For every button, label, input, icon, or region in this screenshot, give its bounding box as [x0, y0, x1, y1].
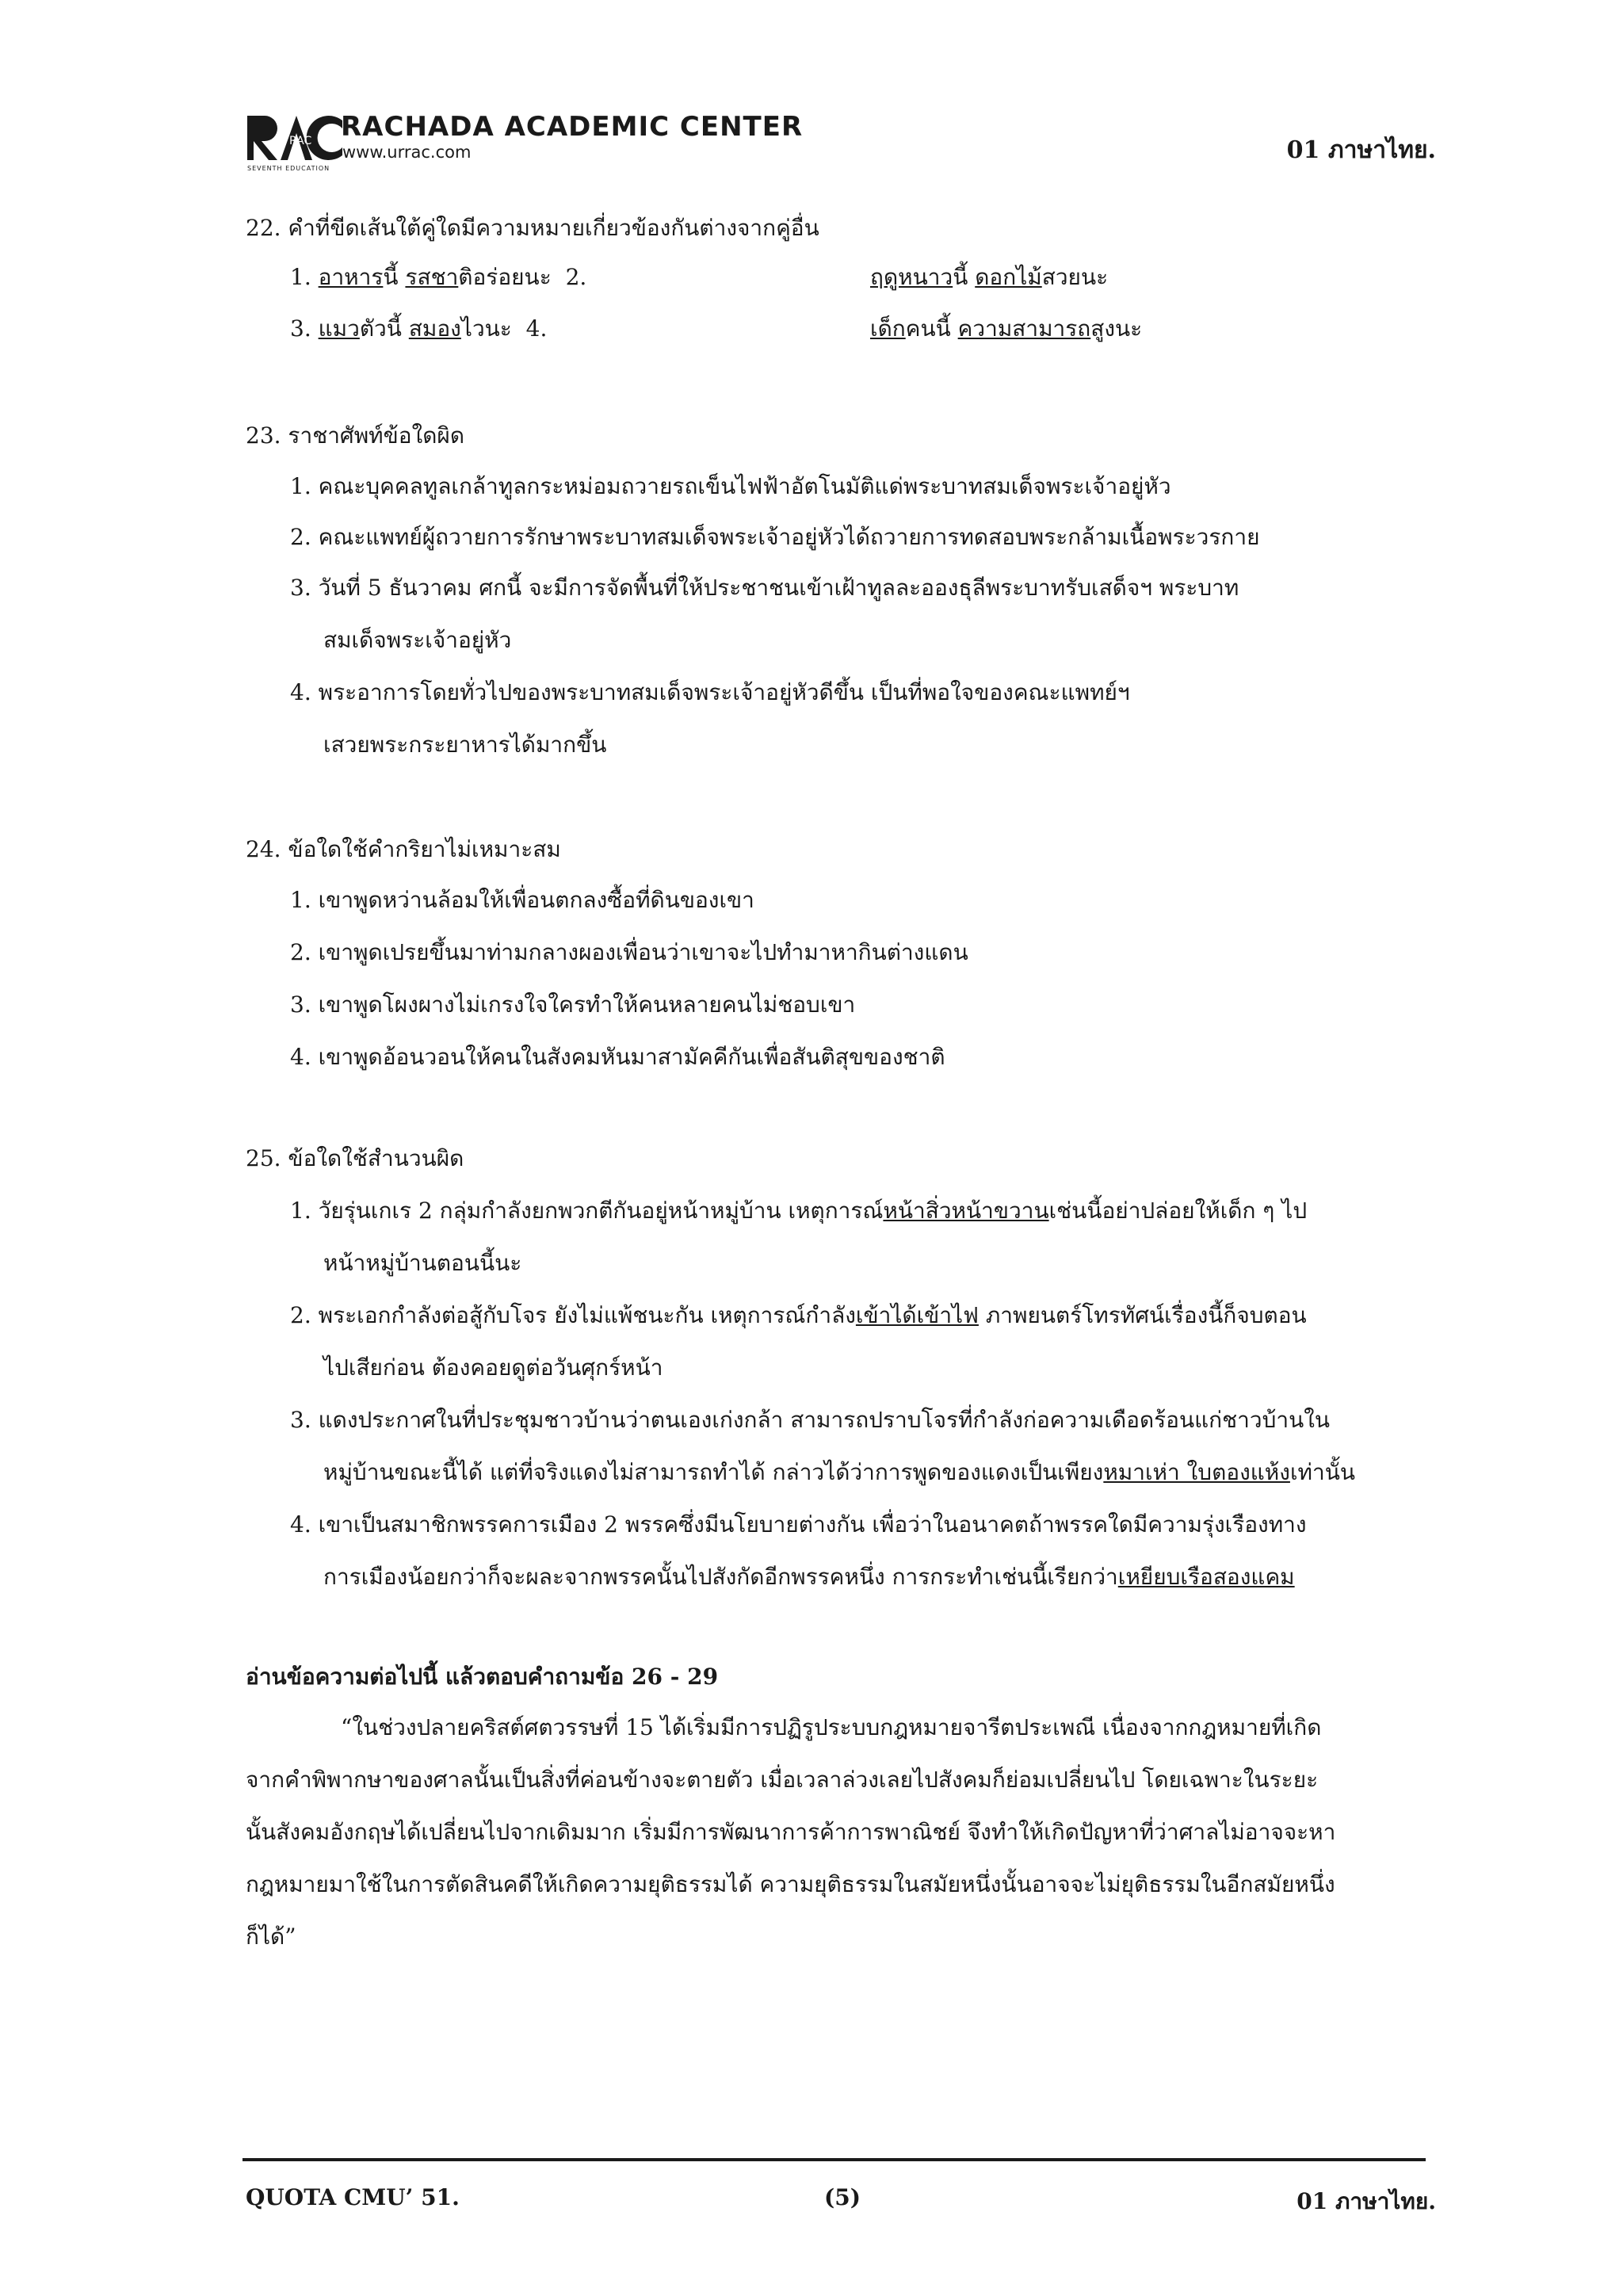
- option-1: 1. เขาพูดหว่านล้อมให้เพื่อนตกลงซื้อที่ดินของเขา: [290, 887, 754, 913]
- center-name: RACHADA ACADEMIC CENTER: [341, 111, 804, 143]
- header-subject: 01 ภาษาไทย.: [1286, 136, 1436, 164]
- option-2: 2. พระเอกกำลังต่อสู้กับโจร ยังไม่แพ้ชนะกัน เหตุการณ์กำลังเข้าได้เข้าไฟ ภาพยนตร์โทรทัศน์เรื่องนี้ก็จบตอน: [290, 1302, 1307, 1328]
- option-4: 4. เขาพูดอ้อนวอนให้คนในสังคมหันมาสามัคคีกันเพื่อสันติสุขของชาติ: [290, 1044, 945, 1070]
- footer-subject: 01 ภาษาไทย.: [1296, 2188, 1436, 2214]
- center-url: www.urrac.com: [342, 143, 472, 162]
- option-3-cont: หมู่บ้านขณะนี้ได้ แต่ที่จริงแดงไม่สามารถทำได้ กล่าวได้ว่าการพูดของแดงเป็นเพียงหมาเห่า ใบตองแห้งเท่านั้น: [323, 1459, 1355, 1485]
- passage-line: “ในช่วงปลายคริสต์ศตวรรษที่ 15 ได้เริ่มมีการปฏิรูประบบกฎหมายจารีตประเพณี เนื่องจากกฎหมายที่เกิด: [341, 1714, 1322, 1740]
- svg-text:RAC: RAC: [289, 135, 312, 147]
- passage-line: จากคำพิพากษาของศาลนั้นเป็นสิ่งที่ค่อนข้างจะตายตัว เมื่อเวลาล่วงเลยไปสังคมก็ย่อมเปลี่ยนไป โดยเฉพาะในระยะ: [246, 1767, 1319, 1793]
- passage-line: นั้นสังคมอังกฤษได้เปลี่ยนไปจากเดิมมาก เริ่มมีการพัฒนาการค้าการพาณิชย์ จึงทำให้เกิดปัญหาที่ว่าศาลไม่อาจจะหา: [246, 1819, 1336, 1845]
- rac-logo-icon: [246, 113, 347, 163]
- page-number: (5): [824, 2184, 861, 2210]
- option-2: 2. คณะแพทย์ผู้ถวายการรักษาพระบาทสมเด็จพระเจ้าอยู่หัวได้ถวายการทดสอบพระกล้ามเนื้อพระวรกาย: [290, 524, 1260, 550]
- option-4: เด็กคนนี้ ความสามารถสูงนะ: [870, 315, 1143, 342]
- question-stem: 24. ข้อใดใช้คำกริยาไม่เหมาะสม: [246, 836, 561, 862]
- option-4-cont: การเมืองน้อยกว่าก็จะผละจากพรรคนั้นไปสังกัดอีกพรรคหนึ่ง การกระทำเช่นนี้เรียกว่าเหยียบเรือสองแคม: [323, 1564, 1295, 1590]
- question-stem: 23. ราชาศัพท์ข้อใดผิด: [246, 422, 465, 449]
- passage-line: กฎหมายมาใช้ในการตัดสินคดีให้เกิดความยุติธรรมได้ ความยุติธรรมในสมัยหนึ่งนั้นอาจจะไม่ยุติธรรมในอีกสมัยหนึ่ง: [246, 1871, 1335, 1897]
- question-stem: 22. คำที่ขีดเส้นใต้คู่ใดมีความหมายเกี่ยวข้องกันต่างจากคู่อื่น: [246, 215, 819, 241]
- footer-exam-name: QUOTA CMU’ 51.: [246, 2184, 460, 2210]
- option-1: 1. วัยรุ่นเกเร 2 กลุ่มกำลังยกพวกตีกันอยู่หน้าหมู่บ้าน เหตุการณ์หน้าสิ่วหน้าขวานเช่นนี้อย่าปล่อยให้เด็ก ๆ ไป: [290, 1198, 1308, 1224]
- option-3: 3. แมวตัวนี้ สมองไวนะ 4.: [290, 315, 548, 342]
- option-2: ฤดูหนาวนี้ ดอกไม้สวยนะ: [870, 264, 1109, 290]
- option-1: 1. อาหารนี้ รสชาติอร่อยนะ 2.: [290, 264, 587, 290]
- option-3-cont: สมเด็จพระเจ้าอยู่หัว: [323, 627, 512, 653]
- option-3: 3. เขาพูดโผงผางไม่เกรงใจใครทำให้คนหลายคนไม่ชอบเขา: [290, 991, 856, 1018]
- passage-line: ก็ได้”: [246, 1924, 296, 1950]
- question-stem: 25. ข้อใดใช้สำนวนผิด: [246, 1145, 464, 1171]
- option-1-cont: หน้าหมู่บ้านตอนนี้นะ: [323, 1250, 522, 1276]
- option-2: 2. เขาพูดเปรยขึ้นมาท่ามกลางผองเพื่อนว่าเขาจะไปทำมาหากินต่างแดน: [290, 939, 968, 965]
- option-3: 3. วันที่ 5 ธันวาคม ศกนี้ จะมีการจัดพื้นที่ให้ประชาชนเข้าเฝ้าทูลละอองธุลีพระบาทรับเสด็จฯ พระบาท: [290, 575, 1239, 601]
- option-4: 4. เขาเป็นสมาชิกพรรคการเมือง 2 พรรคซึ่งมีนโยบายต่างกัน เพื่อว่าในอนาคตถ้าพรรคใดมีความรุ่งเรืองทาง: [290, 1511, 1307, 1538]
- option-2-cont: ไปเสียก่อน ต้องคอยดูต่อวันศุกร์หน้า: [323, 1354, 663, 1381]
- option-3: 3. แดงประกาศในที่ประชุมชาวบ้านว่าตนเองเก่งกล้า สามารถปราบโจรที่กำลังก่อความเดือดร้อนแก่ชาวบ้านใน: [290, 1407, 1331, 1433]
- option-4: 4. พระอาการโดยทั่วไปของพระบาทสมเด็จพระเจ้าอยู่หัวดีขึ้น เป็นที่พอใจของคณะแพทย์ฯ: [290, 679, 1130, 705]
- passage-heading: อ่านข้อความต่อไปนี้ แล้วตอบคำถามข้อ 26 - 29: [246, 1664, 719, 1690]
- center-tagline: SEVENTH EDUCATION: [247, 165, 330, 172]
- option-4-cont: เสวยพระกระยาหารได้มากขึ้น: [323, 732, 607, 758]
- footer-rule: [242, 2158, 1426, 2161]
- option-1: 1. คณะบุคคลทูลเกล้าทูลกระหม่อมถวายรถเข็นไฟฟ้าอัตโนมัติแด่พระบาทสมเด็จพระเจ้าอยู่หัว: [290, 473, 1171, 499]
